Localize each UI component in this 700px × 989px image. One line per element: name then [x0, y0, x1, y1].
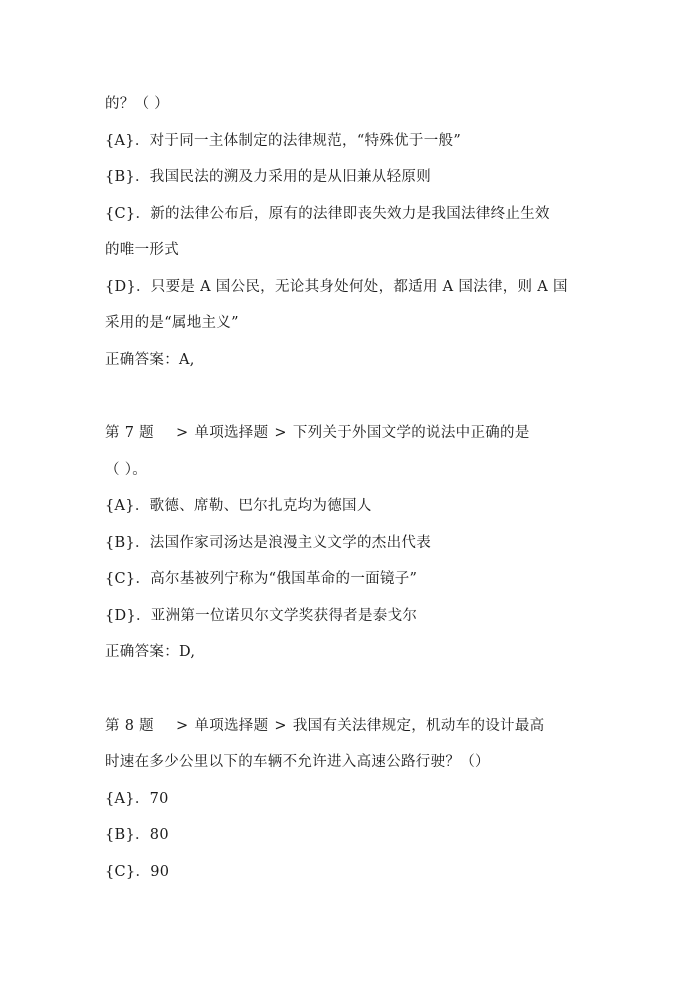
question-6-answer: 正确答案：A, — [105, 351, 195, 368]
separator-chevron: > — [175, 425, 189, 441]
question-6-option-a: {A}．对于同一主体制定的法律规范，“特殊优于一般” — [105, 132, 462, 149]
question-8-number: 第 8 题 — [105, 717, 154, 734]
question-6-option-c-cont: 的唯一形式 — [105, 242, 179, 258]
question-8-stem-cont: 时速在多少公里以下的车辆不允许进入高速公路行驶？（） — [105, 754, 490, 770]
question-8-header — [105, 708, 600, 745]
separator-chevron: > — [274, 717, 287, 734]
separator-chevron: > — [175, 717, 189, 734]
question-8-type: 单项选择题 — [194, 717, 269, 734]
question-7-option-d: {D}．亚洲第一位诺贝尔文学奖获得者是泰戈尔 — [105, 607, 418, 624]
question-6-option-d: {D}．只要是 A 国公民，无论其身处何处，都适用 A 国法律，则 A 国 — [105, 278, 568, 295]
question-6-option-d-cont: 采用的是“属地主义” — [105, 315, 239, 331]
spacer — [105, 671, 600, 708]
question-7-header — [105, 415, 600, 452]
question-8-stem: 我国有关法律规定，机动车的设计最高 — [292, 717, 545, 734]
question-7-stem: 下列关于外国文学的说法中正确的是 — [292, 425, 530, 441]
question-7-number: 第 7 题 — [105, 425, 154, 441]
question-7-stem-cont: （ ）。 — [105, 461, 148, 478]
spacer — [105, 378, 600, 415]
question-6-option-b: {B}．我国民法的溯及力采用的是从旧兼从轻原则 — [105, 169, 432, 185]
separator-chevron: > — [274, 425, 287, 441]
question-6-stem-tail: 的？（ ） — [105, 96, 170, 112]
question-7-option-a: {A}．歌德、席勒、巴尔扎克均为德国人 — [105, 498, 372, 514]
question-7-option-c: {C}．高尔基被列宁称为“俄国革命的一面镜子” — [105, 571, 418, 587]
question-6-option-c: {C}．新的法律公布后，原有的法律即丧失效力是我国法律终止生效 — [105, 205, 550, 222]
document-page — [105, 86, 600, 890]
question-7-answer: 正确答案：D, — [105, 644, 196, 660]
question-7-type: 单项选择题 — [194, 425, 269, 441]
question-7-option-b: {B}．法国作家司汤达是浪漫主义文学的杰出代表 — [105, 534, 432, 551]
question-8-option-b: {B}．80 — [105, 827, 169, 843]
question-8-option-a: {A}．70 — [105, 790, 169, 807]
question-8-option-c: {C}．90 — [105, 863, 170, 880]
